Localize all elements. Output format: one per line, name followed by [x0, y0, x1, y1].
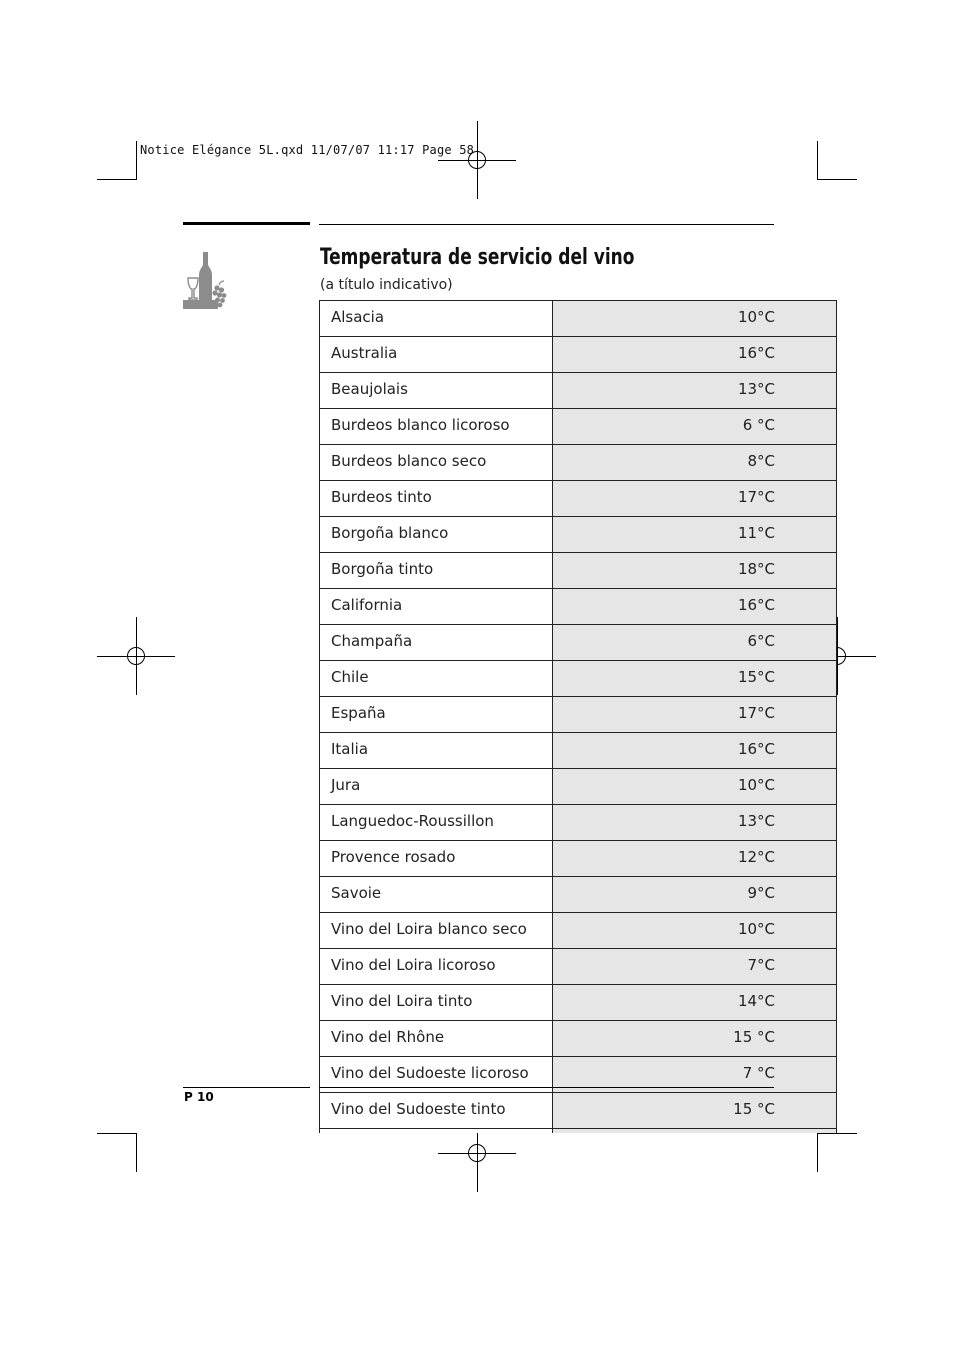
region-cell: Champaña	[320, 625, 553, 661]
region-cell: Borgoña blanco	[320, 517, 553, 553]
table-row	[320, 337, 837, 373]
page-number: P 10	[184, 1090, 214, 1104]
temperature-cell: 8°C	[553, 445, 837, 481]
temperature-cell: 7 °C	[553, 1057, 837, 1093]
region-cell: Jura	[320, 769, 553, 805]
table-row	[320, 301, 837, 337]
temperature-cell: 6°C	[553, 625, 837, 661]
table-row	[320, 1021, 837, 1057]
temperature-cell: 17°C	[553, 697, 837, 733]
table-row	[320, 1093, 837, 1129]
table-row	[320, 913, 837, 949]
region-cell: California	[320, 589, 553, 625]
crop-mark-top-left-v	[136, 141, 137, 180]
table-row	[320, 949, 837, 985]
temperature-cell: 15 °C	[553, 1021, 837, 1057]
temperature-cell: 16°C	[553, 589, 837, 625]
empty-cell	[320, 1129, 553, 1134]
table-row	[320, 481, 837, 517]
table-row	[320, 517, 837, 553]
registration-mark-left	[97, 617, 175, 695]
region-cell: Burdeos tinto	[320, 481, 553, 517]
table-row	[320, 445, 837, 481]
crop-mark-top-right-v	[817, 141, 818, 180]
region-cell: Burdeos blanco licoroso	[320, 409, 553, 445]
temperature-cell: 11°C	[553, 517, 837, 553]
region-cell: España	[320, 697, 553, 733]
page-subtitle: (a título indicativo)	[320, 277, 453, 293]
table-row	[320, 589, 837, 625]
region-cell: Provence rosado	[320, 841, 553, 877]
region-cell: Australia	[320, 337, 553, 373]
table-row	[320, 661, 837, 697]
region-cell: Vino del Loira tinto	[320, 985, 553, 1021]
wine-temperature-table	[319, 300, 837, 1133]
footer-rule-right	[319, 1087, 774, 1088]
region-cell: Borgoña tinto	[320, 553, 553, 589]
table-row	[320, 733, 837, 769]
registration-mark-top	[438, 121, 516, 199]
table-row	[320, 409, 837, 445]
footer-rule-left	[183, 1087, 310, 1088]
region-cell: Vino del Loira licoroso	[320, 949, 553, 985]
region-cell: Vino del Sudoeste licoroso	[320, 1057, 553, 1093]
crop-mark-bottom-left-h	[97, 1133, 137, 1134]
temperature-cell: 13°C	[553, 805, 837, 841]
crop-mark-bottom-right-v	[817, 1133, 818, 1172]
wine-bottle-glass-grapes-icon	[183, 250, 229, 310]
header-rule-thin	[319, 224, 774, 225]
region-cell: Chile	[320, 661, 553, 697]
region-cell: Languedoc-Roussillon	[320, 805, 553, 841]
temperature-cell: 12°C	[553, 841, 837, 877]
table-continuation	[320, 1129, 837, 1134]
region-cell: Beaujolais	[320, 373, 553, 409]
region-cell: Italia	[320, 733, 553, 769]
temperature-cell: 16°C	[553, 337, 837, 373]
table-row	[320, 625, 837, 661]
table-row	[320, 769, 837, 805]
temperature-cell: 7°C	[553, 949, 837, 985]
table-row	[320, 877, 837, 913]
temperature-cell: 15°C	[553, 661, 837, 697]
table-row	[320, 985, 837, 1021]
header-rule-thick	[183, 222, 310, 225]
temperature-cell: 10°C	[553, 769, 837, 805]
region-cell: Vino del Rhône	[320, 1021, 553, 1057]
temperature-cell: 13°C	[553, 373, 837, 409]
temperature-cell: 16°C	[553, 733, 837, 769]
temperature-cell: 17°C	[553, 481, 837, 517]
crop-mark-bottom-right-h	[817, 1133, 857, 1134]
table-row	[320, 697, 837, 733]
table-row	[320, 373, 837, 409]
temperature-cell: 15 °C	[553, 1093, 837, 1129]
temperature-cell: 18°C	[553, 553, 837, 589]
empty-cell	[553, 1129, 837, 1134]
temperature-cell: 10°C	[553, 301, 837, 337]
region-cell: Vino del Sudoeste tinto	[320, 1093, 553, 1129]
crop-mark-top-right-h	[817, 179, 857, 180]
table-row	[320, 553, 837, 589]
region-cell: Savoie	[320, 877, 553, 913]
table-row	[320, 841, 837, 877]
temperature-cell: 9°C	[553, 877, 837, 913]
page-title: Temperatura de servicio del vino	[320, 245, 635, 270]
temperature-cell: 6 °C	[553, 409, 837, 445]
temperature-cell: 14°C	[553, 985, 837, 1021]
region-cell: Alsacia	[320, 301, 553, 337]
region-cell: Burdeos blanco seco	[320, 445, 553, 481]
region-cell: Vino del Loira blanco seco	[320, 913, 553, 949]
print-slug: Notice Elégance 5L.qxd 11/07/07 11:17 Page 58	[140, 143, 475, 157]
crop-mark-bottom-left-v	[136, 1133, 137, 1172]
temperature-cell: 10°C	[553, 913, 837, 949]
table-row	[320, 805, 837, 841]
crop-mark-top-left-h	[97, 179, 137, 180]
